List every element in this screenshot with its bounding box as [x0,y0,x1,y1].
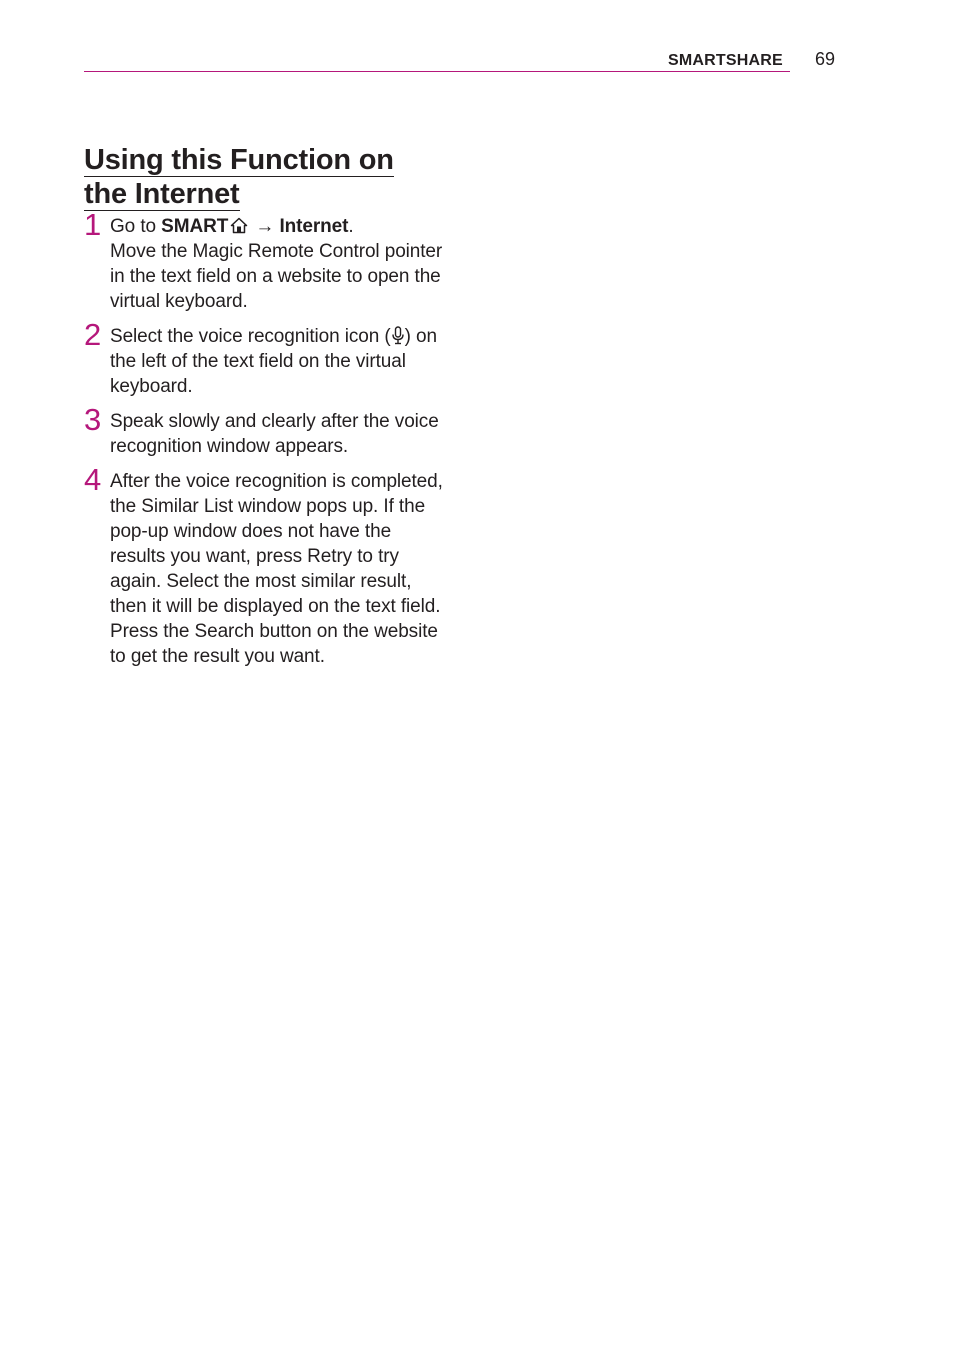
section-title [84,143,444,211]
step-text [110,324,444,399]
step-number: 4 [84,462,102,497]
step-4 [84,462,444,669]
internet-label: Internet [279,216,349,237]
step-number: 2 [84,317,102,352]
home-icon [230,216,248,233]
step-number: 3 [84,402,102,437]
arrow-text: → [250,216,280,237]
step-2 [84,317,444,399]
step-text-part: Select the voice recognition icon ( [110,326,391,347]
step-text: After the voice recognition is completed, the Similar List window pops up. If the pop-up window does not have the results you want, press Retry to try again. Select the most similar result, then it will be displayed on the text field. Press the Search button on the website to get the result you want. [110,471,443,667]
step-1 [84,207,444,314]
step-text-part: Go to [110,216,162,237]
step-text [110,214,444,314]
step-text: Speak slowly and clearly after the voice recognition window appears. [110,411,439,457]
step-list [84,207,444,679]
section-title-line-1: Using this Function on [84,144,394,176]
section-title-line-2: the Internet [84,178,240,210]
step-text-part: ) on the left of the text field on the virtual keyboard. [110,326,437,397]
running-header-section: SMARTSHARE [668,52,783,69]
step-3 [84,402,444,459]
step-text-part: . [348,216,354,237]
step-number: 1 [84,207,102,242]
page-number: 69 [815,49,836,69]
microphone-icon [391,326,405,345]
header-divider [84,71,790,72]
step-text-part: Move the Magic Remote Control pointer in the text field on a website to open the virtual keyboard. [110,241,443,312]
smart-label: SMART [161,216,229,237]
